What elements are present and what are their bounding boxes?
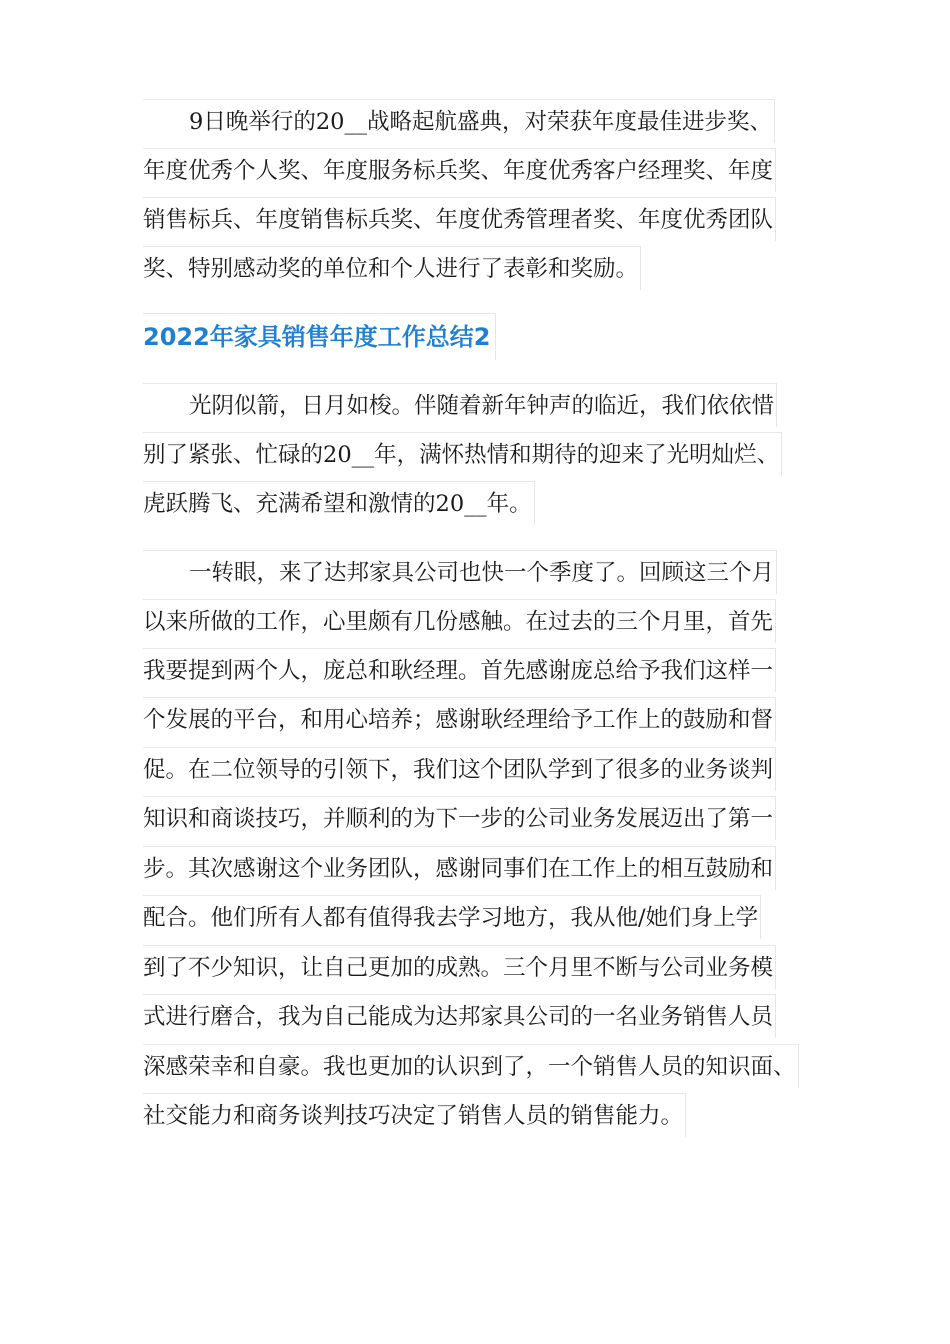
paragraph3-line: 知识和商谈技巧，并顺利的为下一步的公司业务发展迈出了第一: [143, 796, 776, 840]
paragraph3-line: 以来所做的工作，心里颇有几份感触。在过去的三个月里，首先: [143, 599, 776, 643]
paragraph2-line: 别了紧张、忙碌的20__年，满怀热情和期待的迎来了光明灿烂、: [143, 432, 782, 476]
paragraph3-line: 式进行磨合，我为自己能成为达邦家具公司的一名业务销售人员: [143, 994, 776, 1038]
paragraph3-line: 步。其次感谢这个业务团队，感谢同事们在工作上的相互鼓励和: [143, 846, 776, 890]
paragraph3-line: 我要提到两个人，庞总和耿经理。首先感谢庞总给予我们这样一: [143, 648, 776, 692]
paragraph2-line: 虎跃腾飞、充满希望和激情的20__年。: [143, 481, 535, 525]
paragraph1-line: 销售标兵、年度销售标兵奖、年度优秀管理者奖、年度优秀团队: [143, 197, 776, 241]
paragraph3-line: 促。在二位领导的引领下，我们这个团队学到了很多的业务谈判: [143, 747, 776, 791]
paragraph1-line: 9日晚举行的20__战略起航盛典，对荣获年度最佳进步奖、: [143, 99, 775, 143]
paragraph2-line: 光阴似箭，日月如梭。伴随着新年钟声的临近，我们依依惜: [143, 383, 777, 427]
paragraph1-line: 奖、特别感动奖的单位和个人进行了表彰和奖励。: [143, 246, 641, 290]
paragraph3-line: 到了不少知识，让自己更加的成熟。三个月里不断与公司业务模: [143, 945, 776, 989]
paragraph3-line: 深感荣幸和自豪。我也更加的认识到了，一个销售人员的知识面、: [143, 1044, 799, 1088]
paragraph3-line: 一转眼，来了达邦家具公司也快一个季度了。回顾这三个月: [143, 550, 777, 594]
paragraph1-line: 年度优秀个人奖、年度服务标兵奖、年度优秀客户经理奖、年度: [143, 148, 776, 192]
paragraph3-line: 配合。他们所有人都有值得我去学习地方，我从他/她们身上学: [143, 895, 761, 939]
section-heading: 2022年家具销售年度工作总结2: [143, 313, 496, 360]
paragraph3-line: 社交能力和商务谈判技巧决定了销售人员的销售能力。: [143, 1093, 686, 1137]
paragraph3-line: 个发展的平台，和用心培养；感谢耿经理给予工作上的鼓励和督: [143, 697, 776, 741]
